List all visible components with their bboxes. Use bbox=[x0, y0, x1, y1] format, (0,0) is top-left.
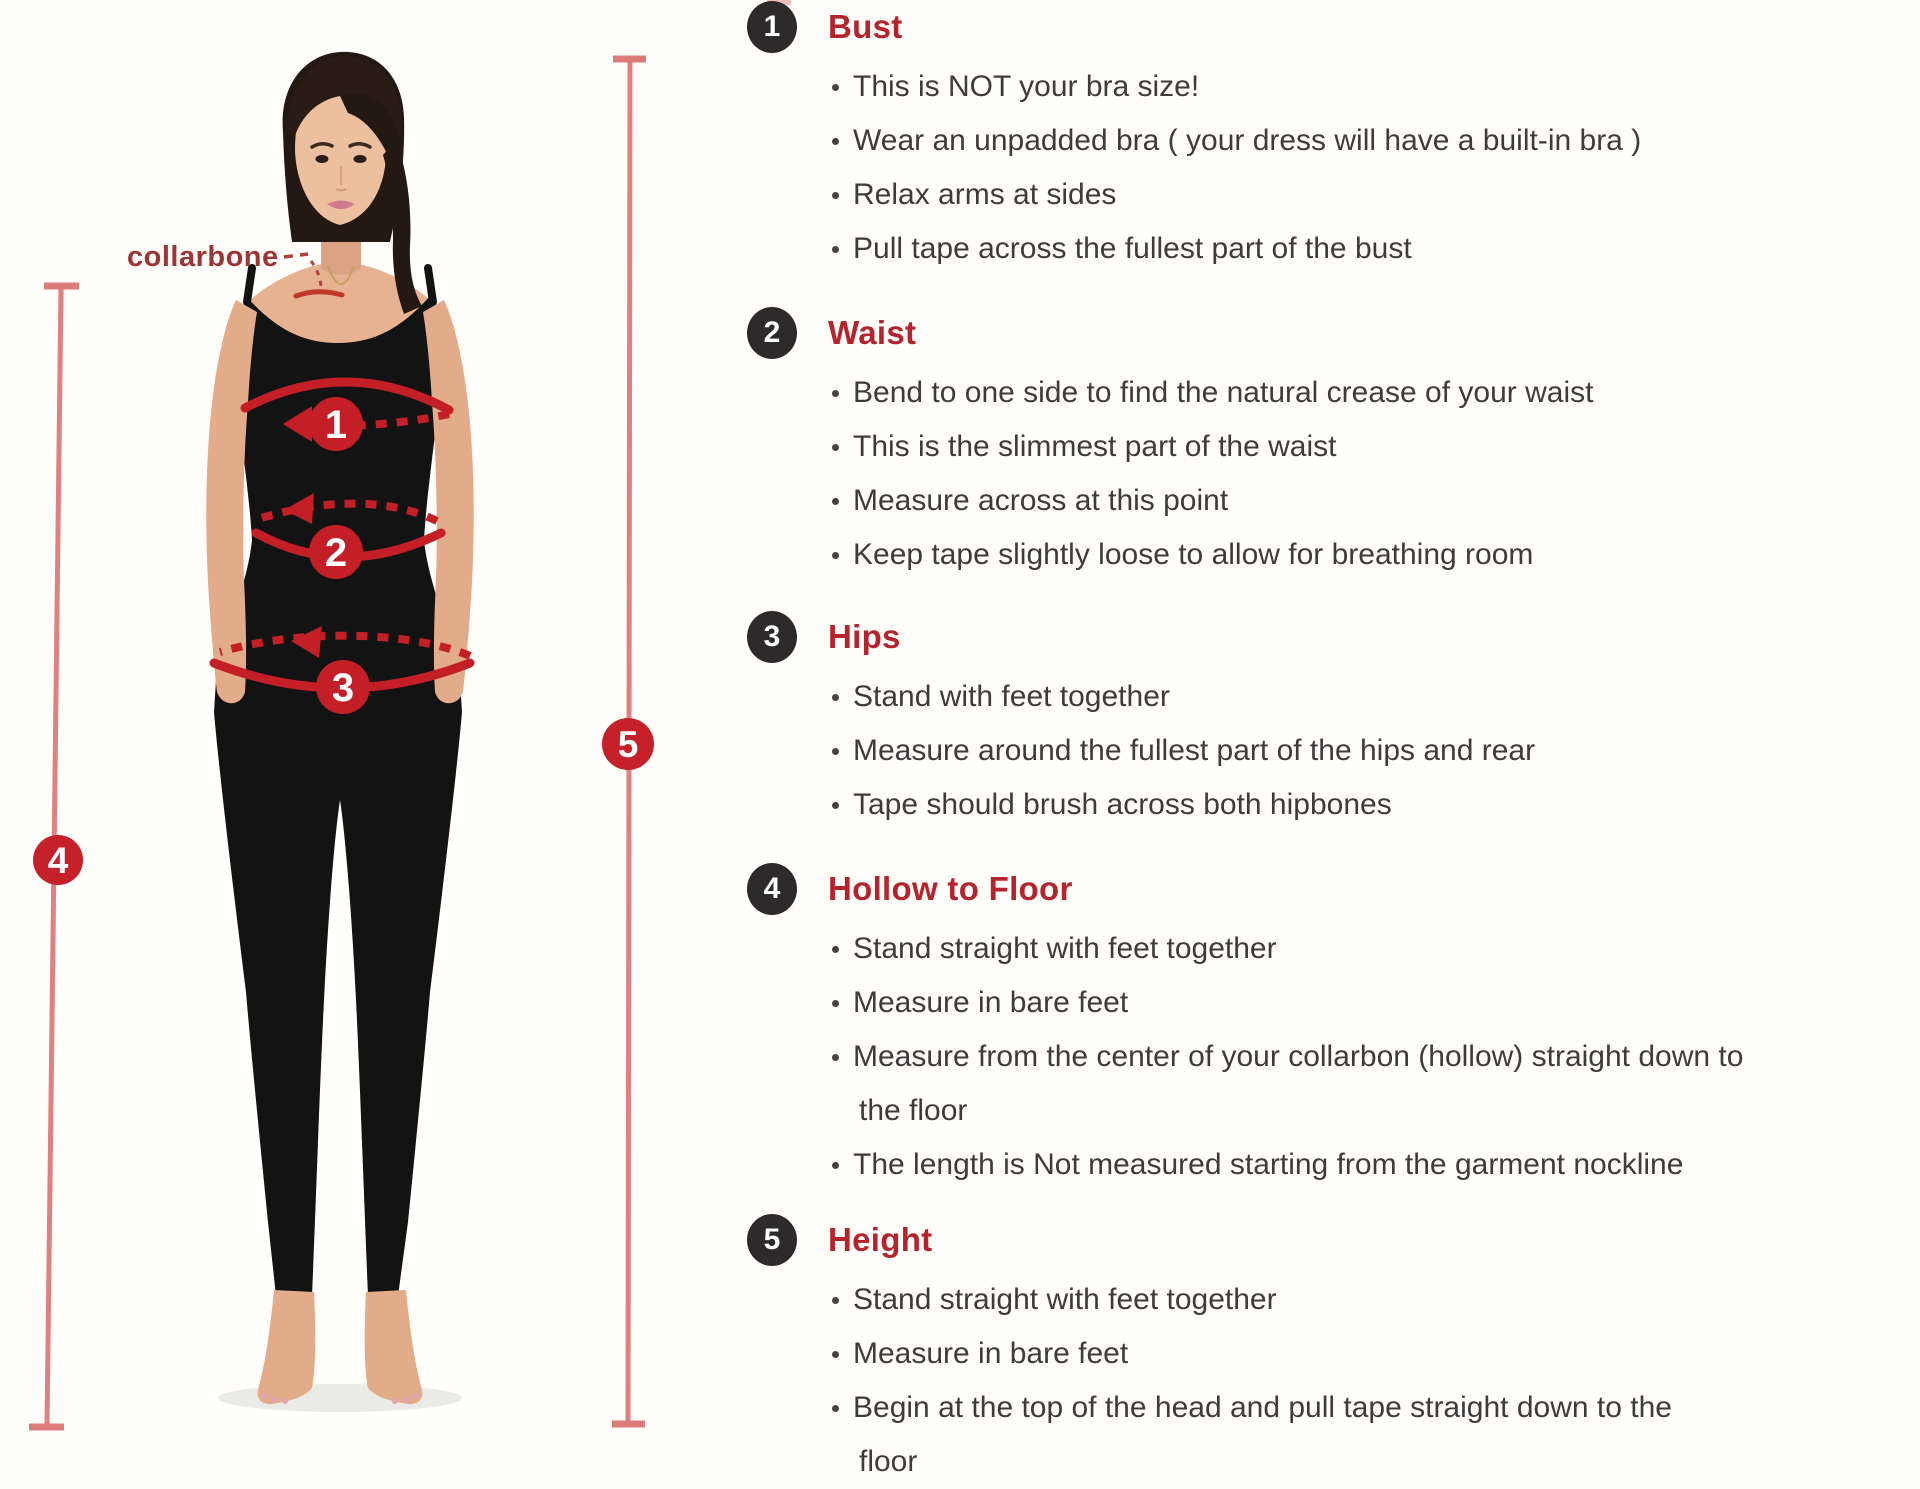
svg-text:1: 1 bbox=[324, 403, 348, 447]
bullet-dot bbox=[832, 444, 839, 451]
list-item: Stand with feet together bbox=[747, 670, 1920, 724]
section-waist bbox=[747, 308, 1920, 582]
svg-text:2: 2 bbox=[324, 531, 348, 575]
section-height bbox=[747, 1215, 1920, 1489]
section-number-badge: 4 bbox=[747, 863, 797, 915]
list-item: Stand straight with feet together bbox=[747, 922, 1920, 976]
bullet-dot bbox=[832, 552, 839, 559]
list-item: Stand straight with feet together bbox=[747, 1273, 1920, 1327]
bullet-dot bbox=[832, 192, 839, 199]
collarbone-label: collarbone bbox=[127, 241, 279, 273]
svg-text:3: 3 bbox=[331, 666, 355, 710]
section-title: Hollow to Floor bbox=[828, 870, 1073, 907]
bullet-dot bbox=[832, 138, 839, 145]
list-item: This is NOT your bra size! bbox=[747, 60, 1920, 114]
list-item: Measure in bare feet bbox=[747, 976, 1920, 1030]
list-item: Begin at the top of the head and pull tape straight down to the floor bbox=[747, 1381, 1920, 1489]
list-item: Measure around the fullest part of the hips and rear bbox=[747, 724, 1920, 778]
bullet-dot bbox=[832, 84, 839, 91]
svg-text:5: 5 bbox=[617, 724, 639, 765]
section-title: Height bbox=[828, 1221, 933, 1258]
floor-shadow bbox=[218, 1384, 462, 1412]
list-item: Wear an unpadded bra ( your dress will have a built-in bra ) bbox=[747, 114, 1920, 168]
svg-text:4: 4 bbox=[47, 840, 69, 881]
bullet-dot bbox=[832, 946, 839, 953]
list-item: Measure in bare feet bbox=[747, 1327, 1920, 1381]
list-item: Tape should brush across both hipbones bbox=[747, 778, 1920, 832]
section-number-badge: 3 bbox=[747, 611, 797, 663]
bullet-dot bbox=[832, 1054, 839, 1061]
bullet-dot bbox=[832, 246, 839, 253]
list-item: This is the slimmest part of the waist bbox=[747, 420, 1920, 474]
bullet-dot bbox=[832, 1297, 839, 1304]
bullet-dot bbox=[832, 802, 839, 809]
bullet-dot bbox=[832, 1405, 839, 1412]
section-title: Hips bbox=[828, 618, 901, 655]
bullet-dot bbox=[832, 498, 839, 505]
section-number-badge: 1 bbox=[747, 1, 797, 53]
section-hollow-to-floor bbox=[747, 864, 1920, 1192]
list-item: Relax arms at sides bbox=[747, 168, 1920, 222]
list-item: Keep tape slightly loose to allow for breathing room bbox=[747, 528, 1920, 582]
list-item: Pull tape across the fullest part of the bust bbox=[747, 222, 1920, 276]
section-bust bbox=[747, 2, 1920, 276]
list-item: Measure from the center of your collarbon (hollow) straight down to the floor bbox=[747, 1030, 1920, 1138]
section-number-badge: 2 bbox=[747, 307, 797, 359]
list-item: The length is Not measured starting from the garment nockline bbox=[747, 1138, 1920, 1192]
hollow-to-floor-line bbox=[29, 286, 83, 1427]
section-title: Waist bbox=[828, 314, 917, 351]
bullet-dot bbox=[832, 694, 839, 701]
bullet-dot bbox=[832, 1351, 839, 1358]
section-title: Bust bbox=[828, 8, 903, 45]
model-figure-illustration bbox=[0, 0, 660, 1483]
bullet-dot bbox=[832, 390, 839, 397]
bullet-dot bbox=[832, 1000, 839, 1007]
bullet-dot bbox=[832, 748, 839, 755]
section-number-badge: 5 bbox=[747, 1214, 797, 1266]
list-item: Bend to one side to find the natural crease of your waist bbox=[747, 366, 1920, 420]
section-hips bbox=[747, 612, 1920, 832]
height-line bbox=[602, 59, 654, 1424]
bullet-dot bbox=[832, 1162, 839, 1169]
list-item: Measure across at this point bbox=[747, 474, 1920, 528]
